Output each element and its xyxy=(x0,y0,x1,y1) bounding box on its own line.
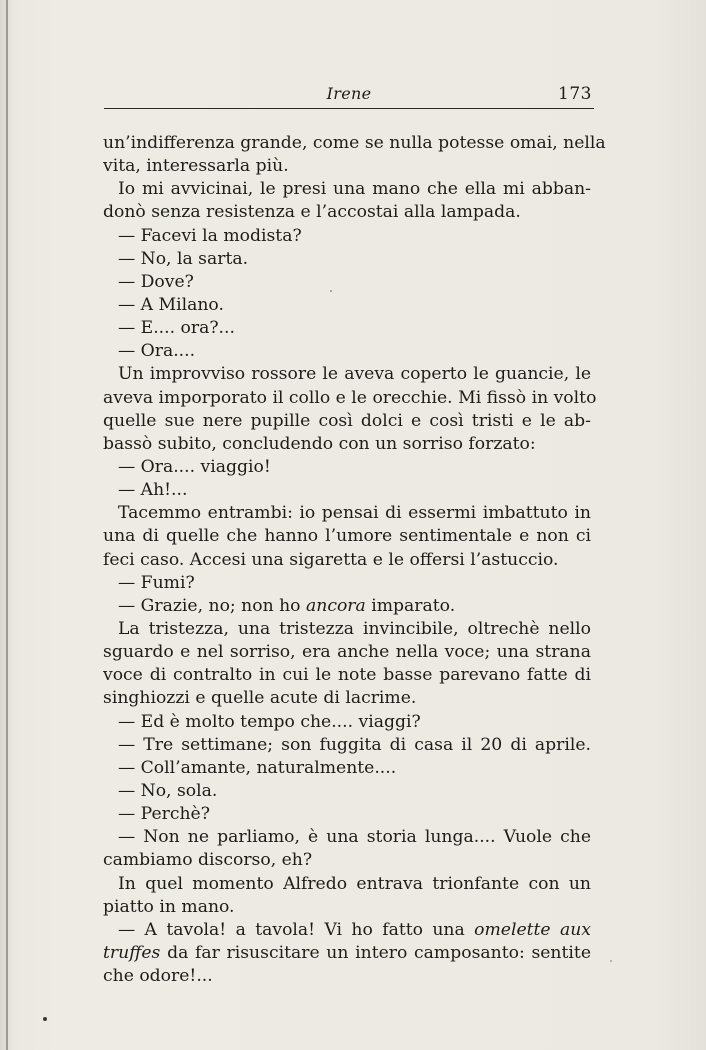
text-line xyxy=(103,919,591,942)
text-line: una di quelle che hanno l’umore sentimentale e non ci xyxy=(103,526,591,547)
text-line xyxy=(103,942,591,965)
text-segment: — Grazie, no; non ho xyxy=(118,595,306,616)
text-line xyxy=(103,595,591,618)
text-segment: da far risuscitare un intero camposanto: sentite xyxy=(160,942,591,963)
italic-word: ancora xyxy=(306,595,366,616)
header-rule xyxy=(104,108,594,109)
text-line: che odore!... xyxy=(103,966,213,987)
text-line: — Tre settimane; son fuggita di casa il 20 di aprile. xyxy=(118,734,591,755)
text-line: — Ah!... xyxy=(118,480,188,501)
text-line: — Ora.... xyxy=(118,341,196,362)
text-line: — No, sola. xyxy=(118,780,218,801)
text-line: voce di contralto in cui le note basse parevano fatte di xyxy=(103,665,591,686)
text-line: sguardo e nel sorriso, era anche nella voce; una strana xyxy=(103,642,591,663)
text-line: singhiozzi e quelle acute di lacrime. xyxy=(103,688,417,709)
text-line: quelle sue nere pupille così dolci e così tristi e le ab- xyxy=(103,410,591,431)
text-line: — Fumi? xyxy=(118,572,195,593)
text-line: — Facevi la modista? xyxy=(118,225,302,246)
text-segment: imparato. xyxy=(365,595,456,616)
text-line: — No, la sarta. xyxy=(118,248,249,269)
text-line: La tristezza, una tristezza invincibile, oltrechè nello xyxy=(118,618,591,639)
text-segment: — A tavola! a tavola! Vi ho fatto una xyxy=(118,919,475,940)
text-line: aveva imporporato il collo e le orecchie. Mi fissò in volto xyxy=(103,387,597,408)
text-line: feci caso. Accesi una sigaretta e le offersi l’astuccio. xyxy=(103,549,559,570)
text-line: — Ed è molto tempo che.... viaggi? xyxy=(118,711,421,732)
text-line: In quel momento Alfredo entrava trionfante con un xyxy=(118,873,591,894)
text-line: vita, interessarla più. xyxy=(103,156,289,177)
text-line: Tacemmo entrambi: io pensai di essermi imbattuto in xyxy=(118,503,591,524)
text-line: — Coll’amante, naturalmente.... xyxy=(118,757,397,778)
running-head xyxy=(104,84,594,110)
text-line: — E.... ora?... xyxy=(118,318,235,339)
page-number: 173 xyxy=(558,84,592,104)
text-line: donò senza resistenza e l’accostai alla lampada. xyxy=(103,202,521,223)
page-edge-shadow xyxy=(6,0,8,1050)
text-line: — Perchè? xyxy=(118,804,210,825)
text-line: — A Milano. xyxy=(118,294,224,315)
text-line: bassò subito, concludendo con un sorriso forzato: xyxy=(103,433,536,454)
text-line: — Ora.... viaggio! xyxy=(118,456,271,477)
italic-phrase: omelette aux xyxy=(474,919,591,940)
print-speck xyxy=(330,290,332,292)
text-line: Io mi avvicinai, le presi una mano che ella mi abban- xyxy=(118,179,591,200)
running-title: Irene xyxy=(326,84,372,103)
text-line: un’indifferenza grande, come se nulla potesse omai, nella xyxy=(103,133,606,153)
text-line: Un improvviso rossore le aveva coperto le guancie, le xyxy=(118,364,591,385)
italic-word: truffes xyxy=(103,942,161,963)
print-speck xyxy=(610,960,612,962)
text-line: — Non ne parliamo, è una storia lunga.... Vuole che xyxy=(118,827,591,848)
print-speck xyxy=(43,1017,47,1021)
text-line: — Dove? xyxy=(118,271,194,292)
text-line: cambiamo discorso, eh? xyxy=(103,850,313,871)
body-text xyxy=(103,132,606,988)
text-line: piatto in mano. xyxy=(103,896,235,917)
